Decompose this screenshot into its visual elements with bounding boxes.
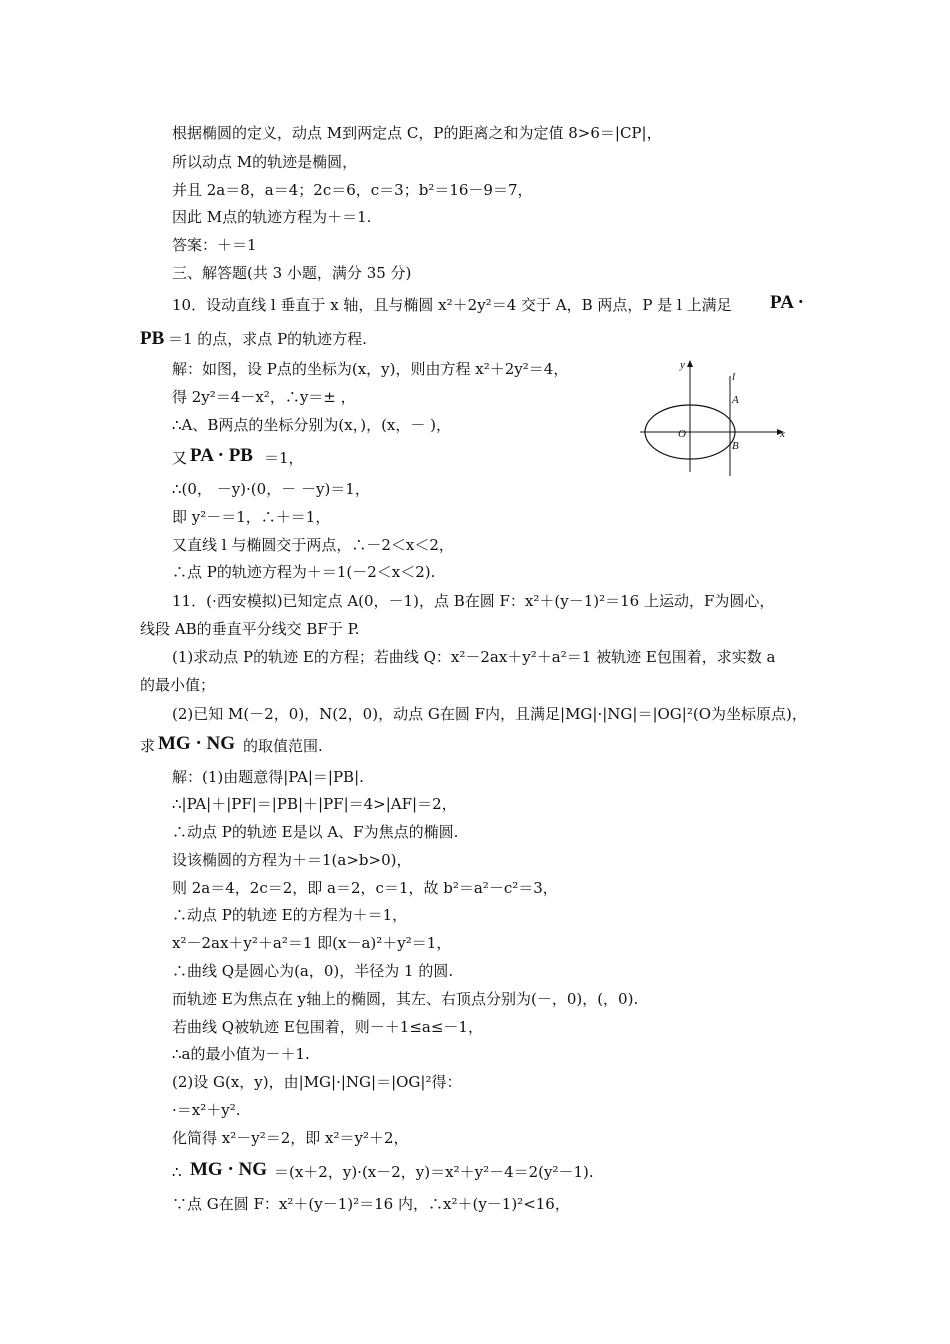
vector-mg-ng: MG · NG (158, 733, 236, 754)
text-line: 则 2a＝4，2c＝2，即 a＝2，c＝1，故 b²＝a²－c²＝3， (172, 879, 558, 897)
text-line: 即 y²－＝1，∴＋＝1， (172, 508, 331, 526)
text-line: 得 2y²＝4－x²，∴y＝± ， (172, 388, 356, 406)
text-line: (1)求动点 P的轨迹 E的方程；若曲线 Q：x²－2ax＋y²＋a²＝1 被轨迹 E包围着，求实数 a (172, 648, 776, 666)
text-line: ∴|PA|＋|PF|＝|PB|＋|PF|＝4>|AF|＝2， (172, 795, 457, 813)
text-line: 解：如图，设 P点的坐标为(x，y)，则由方程 x²＋2y²＝4， (172, 360, 569, 378)
text-line: 若曲线 Q被轨迹 E包围着，则－＋1≤a≤－1， (172, 1018, 483, 1036)
text-line: 的取值范围. (243, 737, 323, 755)
text-line: x²－2ax＋y²＋a²＝1 即(x－a)²＋y²＝1， (172, 934, 452, 952)
text-line: ∴ (172, 1163, 182, 1181)
text-line: 答案：＋＝1 (172, 236, 257, 254)
label-o: O (678, 428, 686, 440)
text-line: 化简得 x²－y²＝2，即 x²＝y²＋2， (172, 1129, 409, 1147)
text-line: ＝1， (264, 449, 304, 467)
text-line: ∴a的最小值为－＋1. (172, 1045, 310, 1063)
text-line: ∴点 P的轨迹方程为＋＝1(－2＜x＜2). (172, 563, 436, 581)
text-line: 又 (172, 449, 188, 467)
text-line: 求 (140, 737, 156, 755)
text-line: ＝(x＋2，y)·(x－2，y)＝x²＋y²－4＝2(y²－1). (274, 1163, 594, 1181)
text-line: 线段 AB的垂直平分线交 BF于 P. (140, 620, 360, 638)
label-y: y (680, 359, 685, 371)
text-line: ＝1 的点，求点 P的轨迹方程. (168, 330, 367, 348)
text-line: (2)已知 M(－2，0)，N(2，0)，动点 G在圆 F内，且满足|MG|·|NG|＝|OG|²(O为坐标原点)， (172, 705, 807, 723)
text-line: 而轨迹 E为焦点在 y轴上的椭圆，其左、右顶点分别为(－，0)，(，0). (172, 990, 639, 1008)
text-line: 又直线 l 与椭圆交于两点，∴－2＜x＜2， (172, 536, 454, 554)
label-b: B (732, 440, 739, 452)
section-heading: 三、解答题(共 3 小题，满分 35 分) (172, 264, 412, 282)
problem-11-line: 11．(·西安模拟)已知定点 A(0，－1)，点 B在圆 F：x²＋(y－1)²＝16 上运动，F为圆心， (172, 592, 775, 610)
vector-pb: PB (140, 328, 165, 349)
text-line: ∴曲线 Q是圆心为(a，0)，半径为 1 的圆. (172, 962, 454, 980)
text-line: 因此 M点的轨迹方程为＋＝1. (172, 208, 372, 226)
text-line: ∴(0， －y)·(0，－ －y)＝1， (172, 480, 370, 498)
text-line: ∵点 G在圆 F：x²＋(y－1)²＝16 内，∴x²＋(y－1)²<16， (172, 1195, 570, 1213)
label-l: l (732, 371, 736, 383)
text-line: ·＝x²＋y². (172, 1101, 241, 1119)
label-a: A (732, 394, 739, 406)
text-line: 根据椭圆的定义，动点 M到两定点 C，P的距离之和为定值 8>6＝|CP|， (172, 124, 662, 142)
vector-pa: PA · (770, 292, 804, 313)
text-line: (2)设 G(x，y)，由|MG|·|NG|＝|OG|²得： (172, 1073, 462, 1091)
problem-10-line: 10．设动直线 l 垂直于 x 轴，且与椭圆 x²＋2y²＝4 交于 A，B 两点，P 是 l 上满足 (172, 296, 732, 314)
text-line: ∴动点 P的轨迹 E是以 A、F为焦点的椭圆. (172, 823, 459, 841)
vector-pa-pb: PA · PB (190, 445, 253, 466)
text-line: ∴动点 P的轨迹 E的方程为＋＝1， (172, 906, 408, 924)
text-line: 设该椭圆的方程为＋＝1(a>b>0)， (172, 851, 412, 869)
text-line: 解：(1)由题意得|PA|＝|PB|. (172, 768, 364, 786)
label-x: x (780, 428, 785, 440)
text-line: 并且 2a＝8，a＝4；2c＝6，c＝3；b²＝16－9＝7， (172, 181, 533, 199)
y-axis-arrow (687, 360, 693, 367)
text-line: 的最小值； (140, 676, 216, 694)
text-line: ∴A、B两点的坐标分别为(x，)，(x，－ )， (172, 416, 451, 434)
vector-mg-ng-2: MG · NG (190, 1159, 268, 1180)
ellipse-figure (638, 356, 798, 481)
text-line: 所以动点 M的轨迹是椭圆， (172, 153, 358, 171)
